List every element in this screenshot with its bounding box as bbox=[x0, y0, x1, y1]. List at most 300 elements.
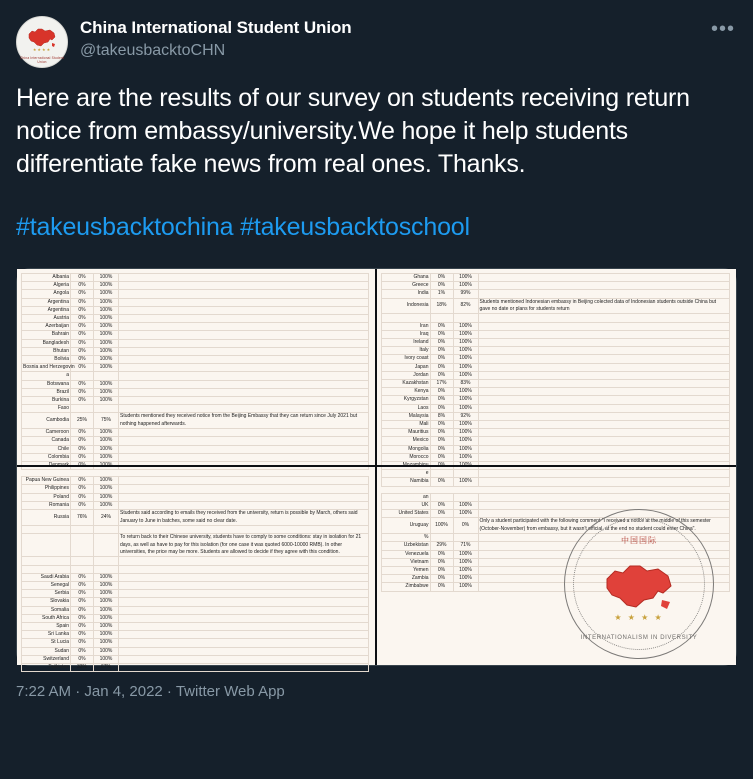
table-row bbox=[22, 557, 369, 565]
cell-note bbox=[478, 371, 730, 379]
table-row bbox=[381, 478, 730, 486]
cell-note bbox=[119, 372, 369, 380]
cell-country bbox=[22, 525, 71, 533]
table-row bbox=[381, 298, 730, 314]
cell-received-notice-pct: 0% bbox=[71, 339, 94, 347]
cell-no-notice-pct: 100% bbox=[94, 477, 119, 485]
cell-no-notice-pct: 92% bbox=[453, 412, 478, 420]
cell-no-notice-pct: 100% bbox=[94, 647, 119, 655]
cell-no-notice-pct: 100% bbox=[94, 364, 119, 372]
cell-received-notice-pct: 18% bbox=[430, 298, 453, 314]
table-row bbox=[22, 323, 369, 331]
avatar[interactable] bbox=[16, 16, 68, 68]
cell-received-notice-pct: 0% bbox=[430, 322, 453, 330]
table-row bbox=[381, 396, 730, 404]
table-row bbox=[22, 364, 369, 372]
cell-country: Botswana bbox=[22, 380, 71, 388]
cell-note bbox=[119, 647, 369, 655]
cell-received-notice-pct: 76% bbox=[71, 510, 94, 526]
cell-note: Students said according to emails they received from the university, return is possible by March, others said January to June in batches, some said no clear date. bbox=[119, 510, 369, 526]
cell-note bbox=[119, 364, 369, 372]
cell-no-notice-pct: 100% bbox=[453, 347, 478, 355]
cell-received-notice-pct: 0% bbox=[71, 493, 94, 501]
table-row bbox=[381, 493, 730, 501]
cell-country: Bolivia bbox=[22, 356, 71, 364]
cell-note bbox=[478, 388, 730, 396]
cell-country: Jordan bbox=[381, 371, 430, 379]
account-names bbox=[80, 16, 699, 61]
table-row bbox=[381, 412, 730, 420]
cell-note: Only a student participated with the following comment "I received a notice at the middle of this semester (October-November) from embassy, but it wasn't official, at the end no student could enter China". bbox=[478, 518, 730, 534]
table-row bbox=[22, 614, 369, 622]
cell-received-notice-pct: 8% bbox=[430, 412, 453, 420]
table-row bbox=[22, 655, 369, 663]
cell-no-notice-pct bbox=[453, 470, 478, 478]
cell-no-notice-pct: 100% bbox=[453, 322, 478, 330]
cell-note bbox=[119, 565, 369, 573]
cell-note bbox=[119, 485, 369, 493]
cell-no-notice-pct: 99% bbox=[453, 290, 478, 298]
table-row bbox=[22, 388, 369, 396]
cell-note bbox=[478, 412, 730, 420]
cell-received-notice-pct: 0% bbox=[430, 453, 453, 461]
cell-no-notice-pct: 100% bbox=[453, 371, 478, 379]
cell-received-notice-pct: 0% bbox=[430, 339, 453, 347]
cell-country: Indonesia bbox=[381, 298, 430, 314]
cell-received-notice-pct bbox=[71, 405, 94, 413]
cell-no-notice-pct: 100% bbox=[94, 339, 119, 347]
cell-note bbox=[119, 493, 369, 501]
cell-no-notice-pct: 100% bbox=[453, 429, 478, 437]
cell-country: Argentina bbox=[22, 306, 71, 314]
cell-received-notice-pct: 0% bbox=[430, 478, 453, 486]
cell-no-notice-pct: 82% bbox=[453, 298, 478, 314]
cell-note bbox=[478, 314, 730, 322]
cell-no-notice-pct: 100% bbox=[453, 355, 478, 363]
cell-received-notice-pct: 0% bbox=[71, 453, 94, 461]
cell-no-notice-pct: 100% bbox=[94, 493, 119, 501]
cell-received-notice-pct: 0% bbox=[71, 347, 94, 355]
cell-received-notice-pct: 0% bbox=[71, 388, 94, 396]
cell-country: Azerbaijan bbox=[22, 323, 71, 331]
cell-country: Mongolia bbox=[381, 445, 430, 453]
cell-no-notice-pct bbox=[94, 557, 119, 565]
cell-no-notice-pct: 100% bbox=[94, 639, 119, 647]
cell-no-notice-pct: 100% bbox=[453, 478, 478, 486]
cell-received-notice-pct: 0% bbox=[71, 290, 94, 298]
cell-note bbox=[119, 323, 369, 331]
cell-note bbox=[478, 453, 730, 461]
cell-country: Switzerland bbox=[22, 655, 71, 663]
cell-received-notice-pct: 0% bbox=[71, 437, 94, 445]
cell-received-notice-pct: 0% bbox=[430, 363, 453, 371]
cell-country: Malaysia bbox=[381, 412, 430, 420]
cell-note bbox=[119, 655, 369, 663]
cell-received-notice-pct: 0% bbox=[71, 364, 94, 372]
cell-country: Colombia bbox=[22, 453, 71, 461]
cell-received-notice-pct: 33% bbox=[71, 663, 94, 671]
cell-country: Canada bbox=[22, 437, 71, 445]
table-row bbox=[22, 413, 369, 429]
cell-no-notice-pct: 0% bbox=[453, 518, 478, 534]
survey-table-left-bottom bbox=[17, 470, 375, 672]
table-row bbox=[22, 477, 369, 485]
cell-no-notice-pct bbox=[453, 534, 478, 542]
cell-received-notice-pct bbox=[71, 372, 94, 380]
cell-country: Namibia bbox=[381, 478, 430, 486]
survey-table-left-top bbox=[17, 269, 375, 470]
cell-note bbox=[119, 606, 369, 614]
cell-country: Bangladesh bbox=[22, 339, 71, 347]
table-row bbox=[381, 355, 730, 363]
cell-no-notice-pct: 100% bbox=[94, 622, 119, 630]
cell-country: Japan bbox=[381, 363, 430, 371]
cell-country: Ireland bbox=[381, 339, 430, 347]
cell-no-notice-pct: 100% bbox=[453, 583, 478, 591]
table-row bbox=[22, 590, 369, 598]
cell-note bbox=[119, 274, 369, 282]
table-row bbox=[22, 501, 369, 509]
cell-country: UK bbox=[381, 501, 430, 509]
cell-country bbox=[381, 314, 430, 322]
cell-country: Sudan bbox=[22, 647, 71, 655]
table-row bbox=[381, 429, 730, 437]
cell-received-notice-pct: 0% bbox=[430, 388, 453, 396]
cell-country: Saudi Arabia bbox=[22, 573, 71, 581]
cell-received-notice-pct: 0% bbox=[430, 575, 453, 583]
cell-received-notice-pct: 0% bbox=[71, 614, 94, 622]
table-row bbox=[381, 347, 730, 355]
table-row bbox=[381, 388, 730, 396]
cell-received-notice-pct: 0% bbox=[430, 501, 453, 509]
cell-no-notice-pct: 100% bbox=[94, 485, 119, 493]
cell-country: Argentina bbox=[22, 298, 71, 306]
avatar-ring-text: China International Student Union bbox=[19, 56, 65, 64]
cell-note bbox=[478, 478, 730, 486]
cell-received-notice-pct: 0% bbox=[71, 485, 94, 493]
cell-country: Mauritius bbox=[381, 429, 430, 437]
cell-note bbox=[119, 445, 369, 453]
cell-country bbox=[22, 557, 71, 565]
table-row bbox=[22, 445, 369, 453]
cell-received-notice-pct: 0% bbox=[430, 396, 453, 404]
table-row bbox=[381, 404, 730, 412]
cell-received-notice-pct: 0% bbox=[71, 639, 94, 647]
cell-received-notice-pct: 0% bbox=[430, 429, 453, 437]
cell-note: Students mentioned Indonesian embassy in Beijing colected data of Indonesian students outside China but gave no date or plans for students return bbox=[478, 298, 730, 314]
table-row bbox=[22, 306, 369, 314]
cell-note bbox=[119, 639, 369, 647]
cell-note bbox=[478, 322, 730, 330]
cell-country: Papua New Guinea bbox=[22, 477, 71, 485]
survey-table-right-top bbox=[377, 269, 737, 487]
table-row bbox=[22, 573, 369, 581]
cell-country: Faso bbox=[22, 405, 71, 413]
table-row bbox=[22, 347, 369, 355]
table-row bbox=[22, 274, 369, 282]
cell-note bbox=[478, 274, 730, 282]
account-handle[interactable]: @takeusbacktoCHN bbox=[80, 42, 226, 59]
cell-country bbox=[22, 534, 71, 557]
hashtag-takeusbacktoschool[interactable]: #takeusbacktoschool bbox=[240, 213, 470, 241]
table-row bbox=[22, 298, 369, 306]
survey-grid-left-bottom bbox=[21, 476, 369, 672]
cell-note bbox=[478, 404, 730, 412]
survey-page-left bbox=[17, 269, 377, 670]
cell-no-notice-pct: 100% bbox=[94, 397, 119, 405]
cell-no-notice-pct: 100% bbox=[94, 323, 119, 331]
cell-no-notice-pct: 100% bbox=[94, 356, 119, 364]
cell-received-notice-pct bbox=[71, 525, 94, 533]
cell-received-notice-pct: 0% bbox=[430, 550, 453, 558]
cell-received-notice-pct: 0% bbox=[71, 598, 94, 606]
cell-received-notice-pct: 0% bbox=[71, 501, 94, 509]
cell-no-notice-pct: 100% bbox=[453, 339, 478, 347]
cell-country: Cambodia bbox=[22, 413, 71, 429]
cell-received-notice-pct: 0% bbox=[71, 331, 94, 339]
cell-note bbox=[119, 388, 369, 396]
cell-note bbox=[119, 306, 369, 314]
cell-no-notice-pct: 100% bbox=[453, 453, 478, 461]
cell-no-notice-pct: 100% bbox=[94, 606, 119, 614]
table-row bbox=[22, 356, 369, 364]
cell-note: Students mentioned they received notice from the Beijing Embassy that they can return since July 2021 but nothing happened afterwards. bbox=[119, 413, 369, 429]
cell-country: Burkina bbox=[22, 397, 71, 405]
cell-received-notice-pct: 0% bbox=[71, 445, 94, 453]
hashtag-takeusbacktochina[interactable]: #takeusbacktochina bbox=[16, 213, 234, 241]
cell-no-notice-pct: 100% bbox=[453, 396, 478, 404]
cell-no-notice-pct: 100% bbox=[94, 614, 119, 622]
cell-no-notice-pct: 100% bbox=[453, 282, 478, 290]
cell-note bbox=[119, 380, 369, 388]
cell-no-notice-pct: 71% bbox=[453, 542, 478, 550]
cell-note bbox=[119, 631, 369, 639]
cell-no-notice-pct: 100% bbox=[94, 501, 119, 509]
cell-no-notice-pct bbox=[94, 372, 119, 380]
survey-grid-left-top bbox=[21, 273, 369, 470]
tweet-hashtags bbox=[16, 211, 737, 244]
cell-no-notice-pct: 100% bbox=[94, 590, 119, 598]
cell-received-notice-pct: 0% bbox=[71, 590, 94, 598]
cell-note: To return back to their Chinese university, students have to comply to some conditions: stay in isolation for 21 days, as well as have to pay for this isolation (for one case it was quoted 6000-10000 RMB). In other universities, the price may be more. Students are allowed to decide if they agree with this condition. bbox=[119, 534, 369, 557]
cell-no-notice-pct: 100% bbox=[453, 437, 478, 445]
cell-note bbox=[119, 525, 369, 533]
table-row bbox=[22, 290, 369, 298]
table-row bbox=[22, 510, 369, 526]
table-row bbox=[22, 331, 369, 339]
cell-country: Algeria bbox=[22, 282, 71, 290]
cell-received-notice-pct: 29% bbox=[430, 542, 453, 550]
table-row bbox=[22, 485, 369, 493]
avatar-stars: ★★★★ bbox=[32, 47, 52, 52]
cell-received-notice-pct: 0% bbox=[430, 583, 453, 591]
cell-country: Zimbabwe bbox=[381, 583, 430, 591]
cell-note bbox=[478, 493, 730, 501]
table-row bbox=[22, 315, 369, 323]
cell-country: Poland bbox=[22, 493, 71, 501]
table-row bbox=[381, 470, 730, 478]
cell-country: Italy bbox=[381, 347, 430, 355]
cell-country: a bbox=[22, 372, 71, 380]
cell-country: Greece bbox=[381, 282, 430, 290]
cell-note bbox=[119, 581, 369, 589]
cell-received-notice-pct: 0% bbox=[71, 631, 94, 639]
cell-received-notice-pct bbox=[430, 493, 453, 501]
cell-received-notice-pct: 100% bbox=[430, 518, 453, 534]
page-divider-right bbox=[377, 465, 737, 467]
survey-rows-right-top bbox=[381, 274, 730, 487]
cell-country: Venezuela bbox=[381, 550, 430, 558]
cell-received-notice-pct: 0% bbox=[71, 356, 94, 364]
cell-received-notice-pct bbox=[71, 534, 94, 557]
cell-no-notice-pct: 100% bbox=[94, 274, 119, 282]
table-row bbox=[381, 363, 730, 371]
cell-no-notice-pct bbox=[94, 405, 119, 413]
table-row bbox=[22, 397, 369, 405]
tweet-header bbox=[16, 16, 737, 68]
cell-received-notice-pct: 17% bbox=[430, 380, 453, 388]
survey-page-right bbox=[377, 269, 737, 665]
cell-received-notice-pct: 0% bbox=[71, 315, 94, 323]
cell-country: Ghana bbox=[381, 274, 430, 282]
cell-country: Senegal bbox=[22, 581, 71, 589]
cell-no-notice-pct: 100% bbox=[94, 331, 119, 339]
cell-received-notice-pct: 0% bbox=[71, 397, 94, 405]
cell-note bbox=[478, 437, 730, 445]
survey-rows-left-top bbox=[22, 274, 369, 470]
cell-received-notice-pct: 0% bbox=[430, 437, 453, 445]
more-options-icon[interactable]: ••• bbox=[710, 18, 735, 40]
table-row bbox=[22, 598, 369, 606]
cell-note bbox=[119, 622, 369, 630]
cell-note bbox=[119, 429, 369, 437]
cell-country: United States bbox=[381, 510, 430, 518]
cell-received-notice-pct: 0% bbox=[430, 282, 453, 290]
table-row bbox=[22, 493, 369, 501]
cell-country: Philippines bbox=[22, 485, 71, 493]
cell-country: Austria bbox=[22, 315, 71, 323]
table-row bbox=[381, 437, 730, 445]
cell-received-notice-pct: 0% bbox=[430, 421, 453, 429]
table-row bbox=[22, 647, 369, 655]
cell-note bbox=[478, 429, 730, 437]
cell-no-notice-pct bbox=[453, 314, 478, 322]
cell-received-notice-pct: 0% bbox=[430, 330, 453, 338]
table-row bbox=[22, 339, 369, 347]
table-row bbox=[22, 429, 369, 437]
table-row bbox=[381, 421, 730, 429]
cell-country: Albania bbox=[22, 274, 71, 282]
table-row bbox=[22, 525, 369, 533]
cell-note bbox=[119, 339, 369, 347]
cell-no-notice-pct: 100% bbox=[453, 274, 478, 282]
table-row bbox=[22, 380, 369, 388]
survey-grid-right-top bbox=[381, 273, 731, 487]
cell-country: Somalia bbox=[22, 606, 71, 614]
cell-note bbox=[119, 477, 369, 485]
cell-note bbox=[478, 282, 730, 290]
cell-country: Yemen bbox=[381, 566, 430, 574]
cell-country: India bbox=[381, 290, 430, 298]
cell-received-notice-pct: 0% bbox=[430, 371, 453, 379]
cell-received-notice-pct: 0% bbox=[71, 655, 94, 663]
cell-note bbox=[119, 453, 369, 461]
cell-no-notice-pct: 100% bbox=[94, 573, 119, 581]
cell-country: Morocco bbox=[381, 453, 430, 461]
cell-country: Kazakhstan bbox=[381, 380, 430, 388]
cell-no-notice-pct: 100% bbox=[453, 363, 478, 371]
cell-received-notice-pct: 0% bbox=[430, 274, 453, 282]
cell-received-notice-pct: 0% bbox=[71, 380, 94, 388]
cell-country: St Lucia bbox=[22, 639, 71, 647]
cell-no-notice-pct: 100% bbox=[94, 453, 119, 461]
table-row bbox=[381, 282, 730, 290]
cell-no-notice-pct: 100% bbox=[94, 437, 119, 445]
cell-no-notice-pct: 100% bbox=[453, 566, 478, 574]
cell-no-notice-pct bbox=[94, 525, 119, 533]
table-row bbox=[381, 274, 730, 282]
cell-note bbox=[478, 470, 730, 478]
cell-note bbox=[119, 501, 369, 509]
cell-country: Kenya bbox=[381, 388, 430, 396]
cell-note bbox=[119, 282, 369, 290]
cell-received-notice-pct: 1% bbox=[430, 290, 453, 298]
cell-received-notice-pct bbox=[430, 534, 453, 542]
cell-no-notice-pct: 100% bbox=[94, 298, 119, 306]
table-row bbox=[381, 314, 730, 322]
cell-no-notice-pct: 100% bbox=[94, 445, 119, 453]
cell-country: Mali bbox=[381, 421, 430, 429]
table-row bbox=[22, 639, 369, 647]
cell-received-notice-pct: 0% bbox=[71, 647, 94, 655]
table-row bbox=[381, 290, 730, 298]
survey-rows-left-bottom bbox=[22, 477, 369, 672]
cell-country: Bahrain bbox=[22, 331, 71, 339]
cell-received-notice-pct: 0% bbox=[71, 606, 94, 614]
cell-note bbox=[119, 437, 369, 445]
cell-received-notice-pct: 0% bbox=[430, 510, 453, 518]
cell-no-notice-pct: 100% bbox=[453, 404, 478, 412]
cell-country: Mexico bbox=[381, 437, 430, 445]
cell-no-notice-pct: 100% bbox=[453, 558, 478, 566]
cell-no-notice-pct: 100% bbox=[453, 445, 478, 453]
cell-no-notice-pct: 100% bbox=[453, 388, 478, 396]
table-row bbox=[381, 445, 730, 453]
cell-received-notice-pct: 25% bbox=[71, 413, 94, 429]
cell-note bbox=[119, 331, 369, 339]
cell-received-notice-pct: 0% bbox=[430, 566, 453, 574]
cell-no-notice-pct: 100% bbox=[94, 631, 119, 639]
cell-received-notice-pct: 0% bbox=[430, 445, 453, 453]
cell-note bbox=[119, 598, 369, 606]
cell-note bbox=[119, 573, 369, 581]
cell-country: South Africa bbox=[22, 614, 71, 622]
cell-no-notice-pct: 100% bbox=[453, 421, 478, 429]
cell-no-notice-pct: 100% bbox=[453, 550, 478, 558]
cell-received-notice-pct: 0% bbox=[71, 274, 94, 282]
cell-received-notice-pct: 0% bbox=[71, 298, 94, 306]
display-name: China International Student Union bbox=[80, 18, 352, 37]
cell-no-notice-pct: 83% bbox=[453, 380, 478, 388]
cell-country: Ivory coast bbox=[381, 355, 430, 363]
table-row bbox=[22, 405, 369, 413]
cell-note bbox=[119, 397, 369, 405]
table-row bbox=[22, 372, 369, 380]
cell-no-notice-pct: 100% bbox=[94, 290, 119, 298]
tweet-media-image[interactable] bbox=[16, 268, 737, 670]
table-row bbox=[22, 282, 369, 290]
table-row bbox=[22, 663, 369, 671]
